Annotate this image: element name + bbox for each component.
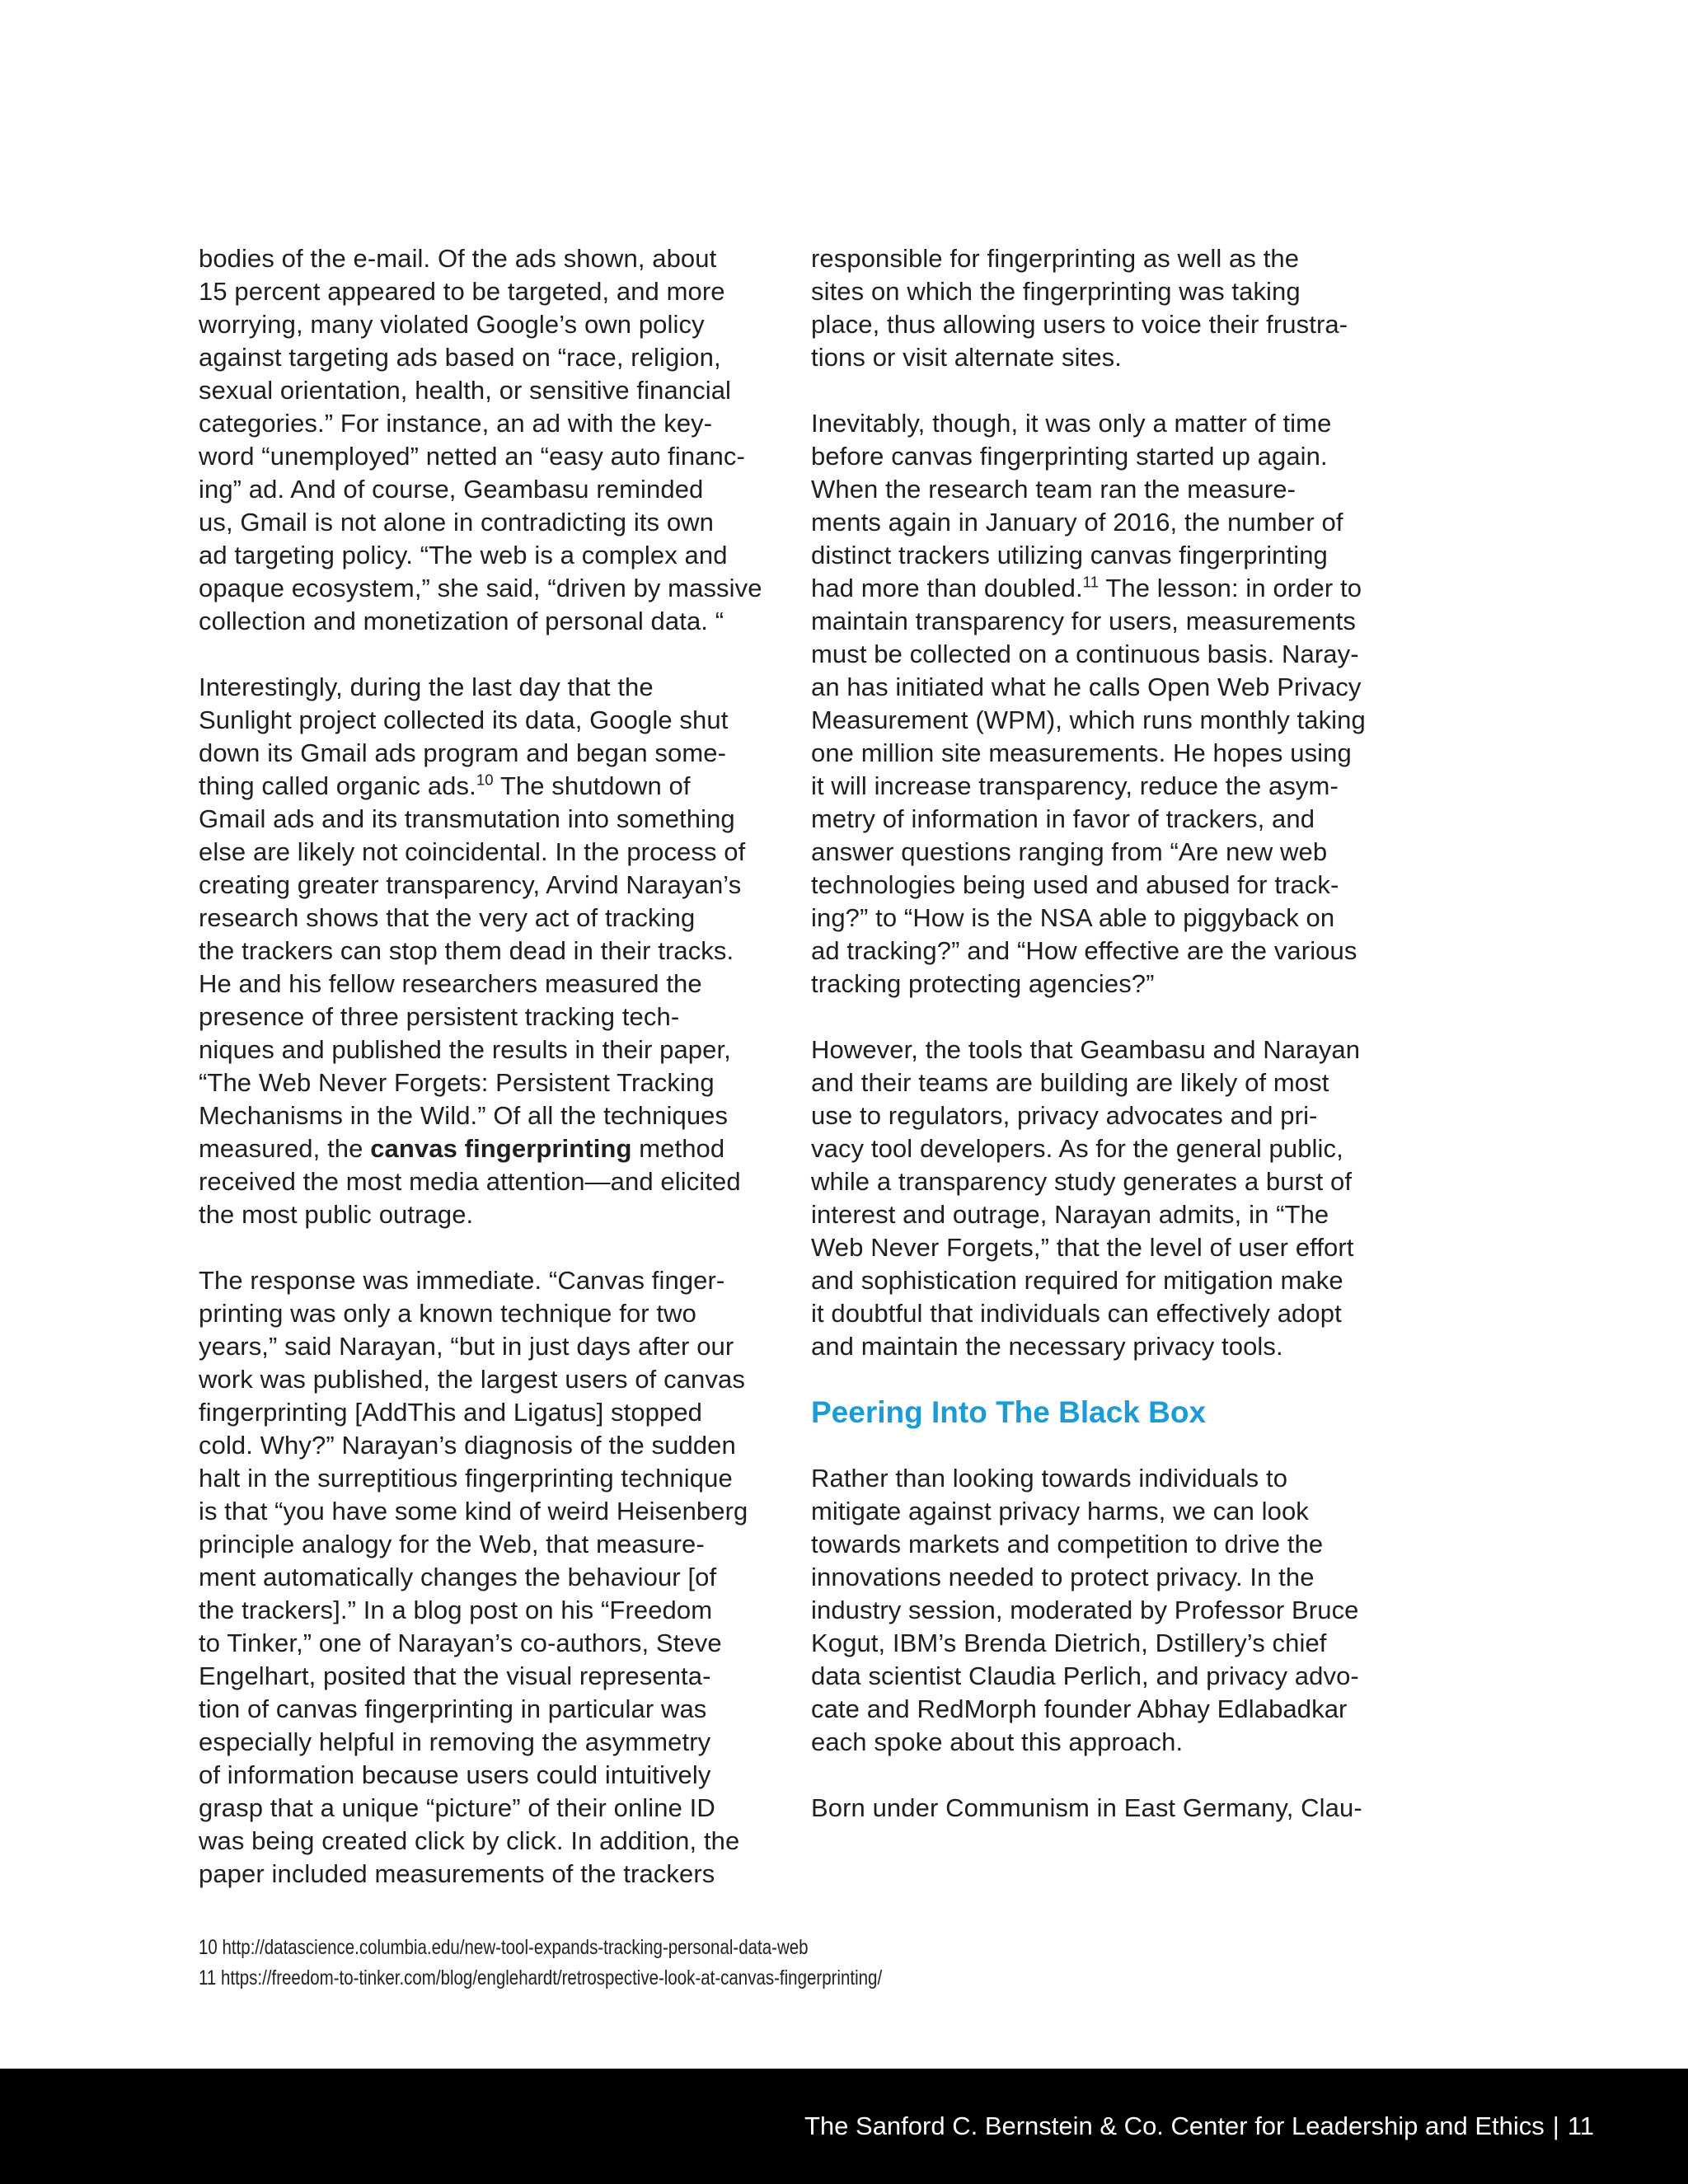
page-footer xyxy=(0,2069,1688,2184)
footnote-ref-11: 11 xyxy=(1082,573,1100,591)
right-paragraph-2-text-a: Inevitably, though, it was only a matter of time before canvas fingerprinting started up again. When the research team ran the measure- ments again in January of 2016, the number of distinct trackers utilizing canvas fingerprinting had more than doubled. xyxy=(811,409,1343,602)
left-paragraph-2-text-a: Interestingly, during the last day that the Sunlight project collected its data, Google shut down its Gmail ads program and began some- thing called organic ads. xyxy=(199,673,729,800)
canvas-fingerprinting-term: canvas fingerprinting xyxy=(370,1134,632,1163)
right-paragraph-2-text-b: The lesson: in order to maintain transparency for users, measurements must be collected on a continuous basis. Naray- an has initiated what he calls Open Web Privacy Measurement (WPM), which runs monthly taking one million site measurements. He hopes using it will increase transparency, reduce the asym- metry of information in favor of trackers, and answer questions ranging from “Are new web technologies being used and abused for track- ing?” to “How is the NSA able to piggyback on ad tracking?” and “How effective are the various tracking protecting agencies?” xyxy=(811,574,1366,998)
right-paragraph-5: Born under Communism in East Germany, Clau- xyxy=(811,1793,1362,1822)
right-paragraph-3: However, the tools that Geambasu and Narayan and their teams are building are likely of most use to regulators, privacy advocates and pri- vacy tool developers. As for the general public, while a transparency study generates a burst of interest and outrage, Narayan admits, in “The Web Never Forgets,” that the level of user effort and sophistication required for mitigation make it doubtful that individuals can effectively adopt and maintain the necessary privacy tools. xyxy=(811,1035,1361,1361)
footer-separator: | xyxy=(1552,2111,1559,2140)
left-column xyxy=(199,242,792,1924)
section-heading: Peering Into The Black Box xyxy=(811,1395,1207,1429)
right-paragraph-4: Rather than looking towards individuals to mitigate against privacy harms, we can look towards markets and competition to drive the innovations needed to protect privacy. In the industry session, moderated by Professor Bruce Kogut, IBM’s Brenda Dietrich, Dstillery’s chief data scientist Claudia Perlich, and privacy advo- cate and RedMorph founder Abhay Edlabadkar each spoke about this approach. xyxy=(811,1464,1359,1756)
footnote-ref-10: 10 xyxy=(476,771,494,789)
left-paragraph-2-text-c: method received the most media attention—and elicited the most public outrage. xyxy=(199,1134,741,1229)
left-paragraph-1: bodies of the e-mail. Of the ads shown, about 15 percent appeared to be targeted, and more worrying, many violated Google’s own policy against targeting ads based on “race, religion, sexual orientation, health, or sensitive financial categories.” For instance, an ad with the key- word “unemployed” netted an “easy auto financ- ing” ad. And of course, Geambasu reminded us, Gmail is not alone in contradicting its own ad targeting policy. “The web is a complex and opaque ecosystem,” she said, “driven by massive collection and monetization of personal data. “ xyxy=(199,244,762,635)
right-column xyxy=(811,242,1388,1858)
right-paragraph-1: responsible for fingerprinting as well as the sites on which the fingerprinting was taking place, thus allowing users to voice their frustra- tions or visit alternate sites. xyxy=(811,244,1348,372)
left-paragraph-2-text-b: The shutdown of Gmail ads and its transmutation into something else are likely not coincidental. In the process of creating greater transparency, Arvind Narayan’s research shows that the very act of tracking the trackers can stop them dead in their tracks. He and his fellow researchers measured the presence of three persistent tracking tech- niques and published the results in their paper, “The Web Never Forgets: Persistent Tracking Mechanisms in the Wild.” Of all the techniques measured, the xyxy=(199,771,746,1163)
right-paragraph-2 xyxy=(811,407,1388,1001)
left-paragraph-2 xyxy=(199,671,792,1231)
footnote-11[interactable]: 11 https://freedom-to-tinker.com/blog/englehardt/retrospective-look-at-canvas-fingerprinting/ xyxy=(199,1966,883,1990)
footer-text xyxy=(804,2110,1594,2143)
footnote-10[interactable]: 10 http://datascience.columbia.edu/new-tool-expands-tracking-personal-data-web xyxy=(199,1936,809,1959)
left-paragraph-3: The response was immediate. “Canvas finger- printing was only a known technique for two years,” said Narayan, “but in just days after our work was published, the largest users of canvas fingerprinting [AddThis and Ligatus] stopped cold. Why?” Narayan’s diagnosis of the sudden halt in the surreptitious fingerprinting technique is that “you have some kind of weird Heisenberg principle analogy for the Web, that measure- ment automatically changes the behaviour [of the trackers].” In a blog post on his “Freedom to Tinker,” one of Narayan’s co-authors, Steve Engelhart, posited that the visual representa- tion of canvas fingerprinting in particular was especially helpful in removing the asymmetry of information because users could intuitively grasp that a unique “picture” of their online ID was being created click by click. In addition, the paper included measurements of the trackers xyxy=(199,1266,748,1888)
footer-org: The Sanford C. Bernstein & Co. Center for Leadership and Ethics xyxy=(804,2111,1545,2140)
footnotes xyxy=(199,1933,882,1994)
page-number: 11 xyxy=(1567,2111,1594,2140)
